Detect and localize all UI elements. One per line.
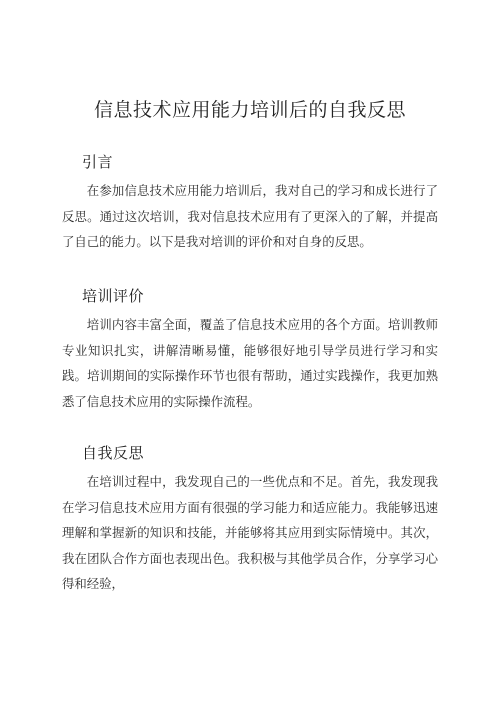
section-heading: 自我反思: [82, 444, 145, 462]
section-training-evaluation: [62, 286, 438, 414]
section-heading: 引言: [82, 153, 114, 171]
section-self-reflection: [62, 443, 438, 597]
section-paragraph: 在培训过程中，我发现自己的一些优点和不足。首先，我发现我在学习信息技术应用方面有很强的学习能力和适应能力。我能够迅速理解和掌握新的知识和技能，并能够将其应用到实际情境中。其次，我在团队合作方面也表现出色。我积极与其他学员合作，分享学习心得和经验，: [62, 474, 438, 591]
section-paragraph: 在参加信息技术应用能力培训后，我对自己的学习和成长进行了反思。通过这次培训，我对信息技术应用有了更深入的了解，并提高了自己的能力。以下是我对培训的评价和对自身的反思。: [62, 183, 438, 249]
section-paragraph: 培训内容丰富全面，覆盖了信息技术应用的各个方面。培训教师专业知识扎实，讲解清晰易懂，能够很好地引导学员进行学习和实践。培训期间的实际操作环节也很有帮助，通过实践操作，我更加熟悉了信息技术应用的实际操作流程。: [62, 317, 438, 409]
section-heading: 培训评价: [82, 287, 145, 305]
document-title: 信息技术应用能力培训后的自我反思: [93, 99, 406, 121]
section-introduction: [62, 152, 438, 255]
